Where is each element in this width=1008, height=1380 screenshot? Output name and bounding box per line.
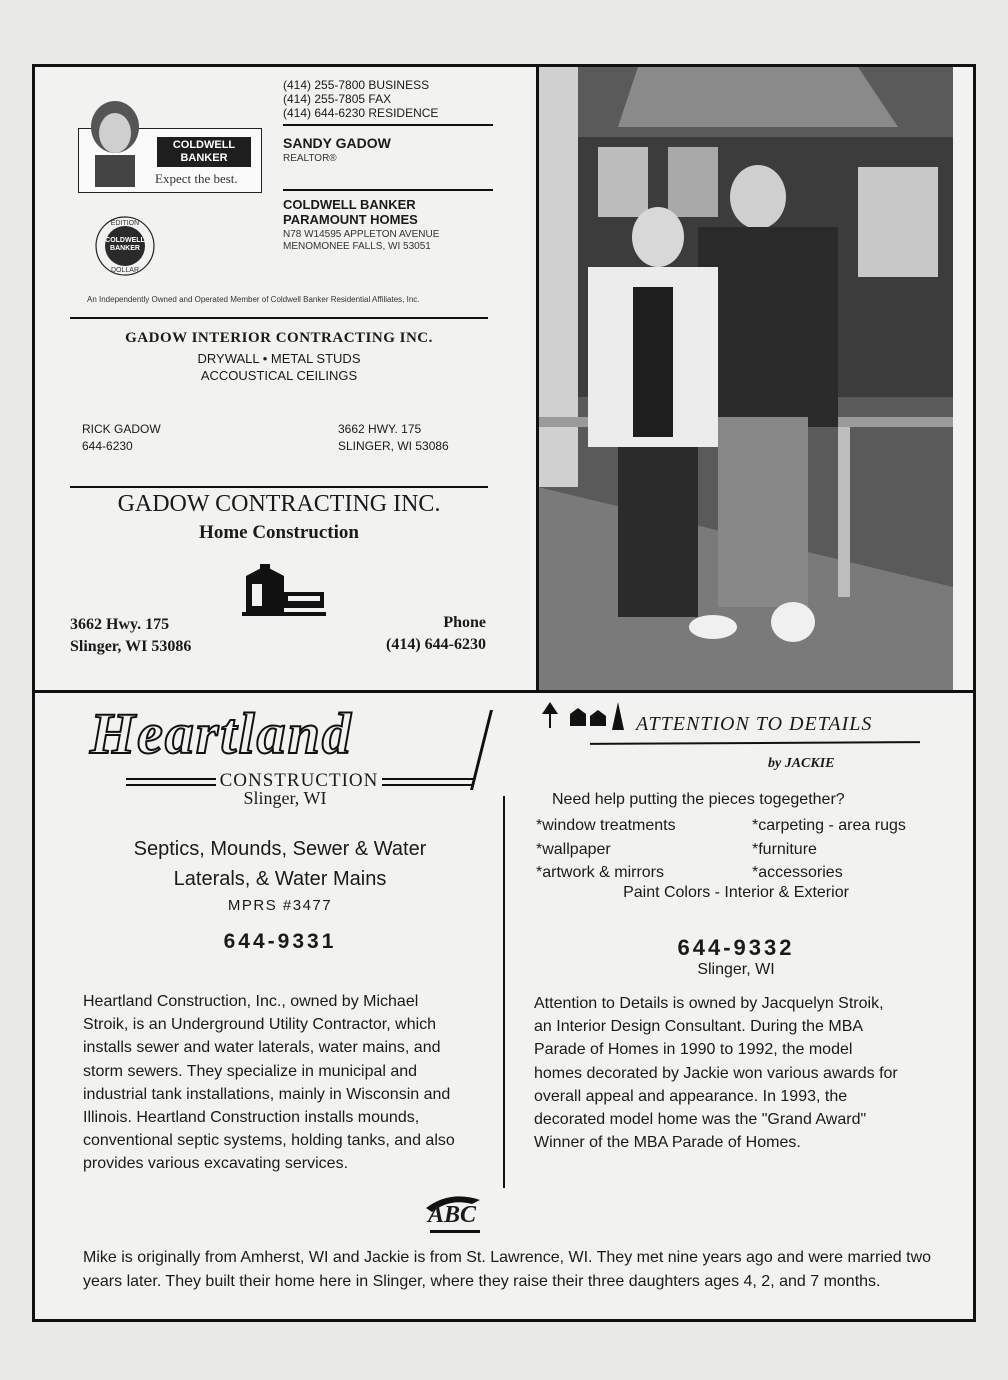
- interior-contact: RICK GADOW 644-6230: [82, 422, 161, 453]
- attention-description: Attention to Details is owned by Jacquelyn Stroik, an Interior Design Consultant. During the MBA Parade of Homes in 1990 to 1992, the model homes decorated by Jackie won various awards for overall appeal and appearance. In 1993, the decorated model home was the "Grand Award" Winner of the MBA Parade of Homes.: [534, 995, 898, 1152]
- house-icon: [238, 562, 330, 618]
- coldwell-logo-box: [78, 128, 262, 193]
- coldwell-disclaimer: An Independently Owned and Operated Member of Coldwell Banker Residential Affiliates, Inc.: [87, 295, 420, 304]
- trees-icon: [540, 700, 626, 736]
- interior-title: GADOW INTERIOR CONTRACTING INC.: [125, 330, 433, 346]
- contracting-phone: Phone (414) 644-6230: [386, 614, 486, 653]
- agent-photo: [85, 97, 145, 187]
- attention-paint: Paint Colors - Interior & Exterior: [623, 884, 849, 901]
- attention-items-right: *carpeting - area rugs *furniture *accessories: [752, 817, 906, 881]
- footer-text: Mike is originally from Amherst, WI and Jackie is from St. Lawrence, WI. They met nine years ago and were married two years later. They built their home here in Slinger, where they raise their three daughters ages 4, 2, and 7 months.: [83, 1249, 932, 1290]
- attention-items-left: *window treatments *wallpaper *artwork & mirrors: [536, 817, 676, 881]
- heartland-services: Septics, Mounds, Sewer & Water Laterals, & Water Mains: [133, 838, 427, 890]
- heartland-city: Slinger, WI: [243, 788, 327, 808]
- attention-byline: by JACKIE: [768, 756, 835, 771]
- owners-photo: [538, 67, 953, 690]
- abc-logo: ABC: [420, 1190, 486, 1240]
- coldwell-logo: COLDWELL BANKER: [157, 137, 251, 167]
- heartland-description: Heartland Construction, Inc., owned by Michael Stroik, is an Underground Utility Contractor, which installs sewer and water laterals, water mains, and storm sewers. They specialize in municipal and industrial tank installations, mainly in Wisconsin and Illinois. Heartland Construction installs mounds, conventional septic systems, holding tanks, and also provides various excavating services.: [83, 993, 455, 1173]
- heartland-logo-sub: CONSTRUCTION: [219, 770, 379, 791]
- attention-question: Need help putting the pieces togegether?: [552, 791, 845, 808]
- attention-title: ATTENTION TO DETAILS: [636, 713, 873, 735]
- coldwell-seal: EDITION COLDWELL BANKER DOLLAR: [94, 215, 156, 277]
- attention-city: Slinger, WI: [697, 961, 775, 978]
- interior-address: 3662 HWY. 175 SLINGER, WI 53086: [338, 422, 449, 453]
- attention-phone: 644-9332: [677, 935, 795, 960]
- contracting-title: GADOW CONTRACTING INC.: [117, 491, 441, 517]
- contracting-subtitle: Home Construction: [199, 522, 359, 543]
- interior-services: DRYWALL • METAL STUDS ACCOUSTICAL CEILINGS: [197, 351, 361, 383]
- slogan: Expect the best.: [155, 171, 238, 186]
- contracting-address: 3662 Hwy. 175 Slinger, WI 53086: [70, 616, 192, 655]
- heartland-phone: 644-9331: [223, 930, 337, 953]
- agent-name: SANDY GADOW: [283, 135, 391, 151]
- coldwell-company: COLDWELL BANKER PARAMOUNT HOMES: [283, 197, 418, 227]
- coldwell-phones: (414) 255-7800 BUSINESS (414) 255-7805 FAX (414) 644-6230 RESIDENCE: [283, 78, 439, 120]
- coldwell-address: N78 W14595 APPLETON AVENUE MENOMONEE FALLS, WI 53051: [283, 229, 440, 252]
- heartland-logo: Heartland: [90, 701, 353, 766]
- heartland-mprs: MPRS #3477: [227, 897, 333, 914]
- agent-title: REALTOR®: [283, 153, 337, 164]
